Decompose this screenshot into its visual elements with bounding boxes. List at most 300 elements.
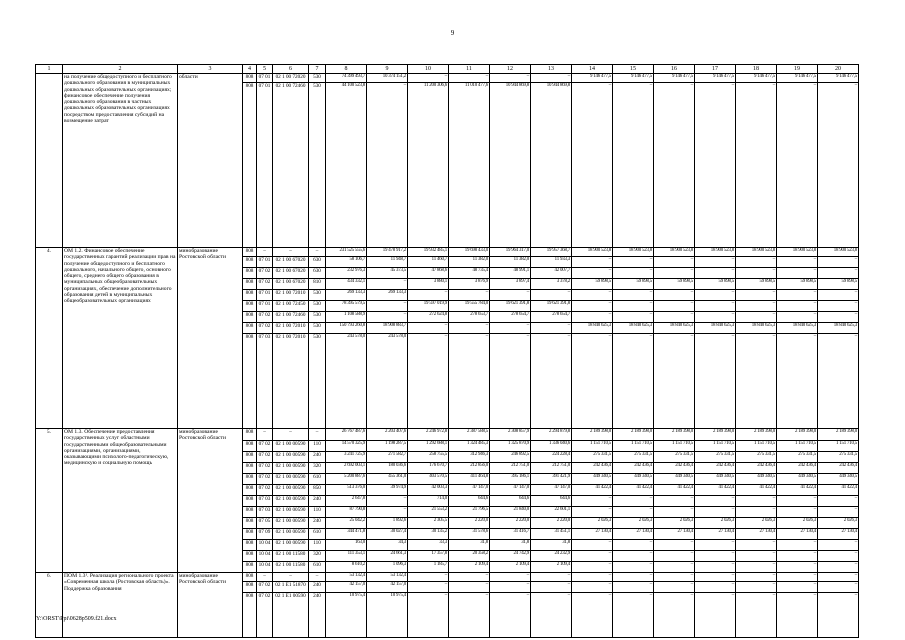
amount-cell: – <box>613 507 654 518</box>
column-number-header: 14 <box>572 65 613 74</box>
amount-cell: – <box>736 562 777 573</box>
amount-cell: – <box>449 582 490 593</box>
code-cell: 02 1 00 00590 <box>273 529 309 540</box>
amount-cell: – <box>736 334 777 429</box>
amount-cell: 449 340,5 <box>818 474 859 485</box>
amount-cell: 31 416,7 <box>490 529 531 540</box>
code-cell: 808 <box>243 573 257 582</box>
code-cell: 02 1 00 00590 <box>273 463 309 474</box>
amount-cell: – <box>531 593 572 638</box>
amount-cell: – <box>818 551 859 562</box>
amount-cell: – <box>777 496 818 507</box>
amount-cell: 39 974,9 <box>367 485 408 496</box>
amount-cell: – <box>695 573 736 582</box>
code-cell: 530 <box>309 290 326 301</box>
table-row <box>36 74 859 83</box>
amount-cell: – <box>613 334 654 429</box>
amount-cell: – <box>777 582 818 593</box>
code-cell: 808 <box>243 301 257 312</box>
amount-cell: – <box>572 257 613 268</box>
amount-cell: 42 157,0 <box>326 582 367 593</box>
amount-cell: – <box>367 279 408 290</box>
code-cell: 530 <box>309 312 326 323</box>
code-cell: 808 <box>243 593 257 638</box>
amount-cell: – <box>736 257 777 268</box>
amount-cell: 644,6 <box>449 496 490 507</box>
amount-cell: 644,6 <box>490 496 531 507</box>
code-cell: 808 <box>243 474 257 485</box>
amount-cell: 212 856,0 <box>449 463 490 474</box>
amount-cell: 24 661,3 <box>367 551 408 562</box>
code-cell: 808 <box>243 312 257 323</box>
amount-cell: 47 868,6 <box>408 268 449 279</box>
amount-cell: 275 331,5 <box>818 452 859 463</box>
code-cell: 808 <box>243 257 257 268</box>
amount-cell: 243 578,0 <box>326 334 367 429</box>
code-cell: 02 1 00 00590 <box>273 485 309 496</box>
amount-cell: 275 331,5 <box>613 452 654 463</box>
amount-cell: 10 374 151,2 <box>367 74 408 83</box>
amount-cell: 231 525 555,6 <box>326 248 367 257</box>
amount-cell: 2 109,4 <box>490 562 531 573</box>
code-cell: 320 <box>309 551 326 562</box>
measure-name: ОМ 1.2. Финансовое обеспечение государственных гарантий реализации прав на получение общедоступного и бесплатного дошкольного, начального общего, основного общего, среднего общего образования в муниципальных общеобразовательных организациях, обеспечение дополнительного образования детей в муниципальных общеобразовательных организациях <box>63 248 178 429</box>
amount-cell: – <box>654 268 695 279</box>
amount-cell: – <box>572 582 613 593</box>
amount-cell: – <box>449 323 490 334</box>
amount-cell: 2 220,0 <box>531 518 572 529</box>
amount-cell: 411 464,8 <box>449 474 490 485</box>
amount-cell: 271 582,7 <box>367 452 408 463</box>
amount-cell: 25 042,2 <box>326 518 367 529</box>
code-cell: 110 <box>309 441 326 452</box>
code-cell: 110 <box>309 507 326 518</box>
amount-cell: – <box>613 257 654 268</box>
column-number-header: 11 <box>449 65 490 74</box>
amount-cell: 31 451,1 <box>531 529 572 540</box>
column-number-header: 10 <box>408 65 449 74</box>
amount-cell: 11 382,0 <box>490 257 531 268</box>
amount-cell: 33,3 <box>408 540 449 551</box>
amount-cell: – <box>695 593 736 638</box>
amount-cell: 10 944 869,8 <box>531 83 572 248</box>
amount-cell: 27 130,4 <box>613 529 654 540</box>
code-cell: 320 <box>309 463 326 474</box>
amount-cell: – <box>572 540 613 551</box>
amount-cell: – <box>572 507 613 518</box>
column-number-header: 19 <box>777 65 818 74</box>
amount-cell: 10 975,4 <box>326 593 367 638</box>
amount-cell: – <box>572 334 613 429</box>
code-cell: 808 <box>243 529 257 540</box>
amount-cell: – <box>736 540 777 551</box>
amount-cell: – <box>572 551 613 562</box>
amount-cell: 41 422,4 <box>695 485 736 496</box>
amount-cell: – <box>777 562 818 573</box>
amount-cell: – <box>818 290 859 301</box>
amount-cell: – <box>777 507 818 518</box>
amount-cell: – <box>654 562 695 573</box>
measure-name: на получение общедоступного и бесплатного дошкольного образования в муниципальных дошкольных образовательных организациях; финансовое обеспечение получения дошкольного образования в частных дошкольных образовательных организациях посредством предоставления субсидий на возмещение затрат <box>63 74 178 248</box>
amount-cell: – <box>818 582 859 593</box>
code-cell: 808 <box>243 582 257 593</box>
amount-cell: 1 336 040,6 <box>531 441 572 452</box>
amount-cell: 212 751,0 <box>490 463 531 474</box>
amount-cell: 27 130,4 <box>818 529 859 540</box>
amount-cell: 31 578,6 <box>449 529 490 540</box>
code-cell: 530 <box>309 323 326 334</box>
code-cell: 07 02 <box>257 452 273 463</box>
amount-cell: 59 898,5 <box>654 279 695 290</box>
row-number: 4. <box>36 248 63 429</box>
amount-cell: 18 900 523,8 <box>572 248 613 257</box>
amount-cell: – <box>695 257 736 268</box>
code-cell: 07 02 <box>257 312 273 323</box>
amount-cell: 78 395 579,5 <box>326 301 367 312</box>
code-cell: 07 03 <box>257 496 273 507</box>
amount-cell: 391 421,9 <box>531 474 572 485</box>
amount-cell: – <box>408 334 449 429</box>
amount-cell: – <box>736 582 777 593</box>
amount-cell: 275 331,5 <box>654 452 695 463</box>
amount-cell: – <box>367 301 408 312</box>
amount-cell: 27 130,4 <box>572 529 613 540</box>
code-cell: 808 <box>243 279 257 290</box>
amount-cell: – <box>695 290 736 301</box>
code-cell: 07 02 <box>257 268 273 279</box>
amount-cell: 19 621 391,8 <box>531 301 572 312</box>
amount-cell: – <box>695 312 736 323</box>
amount-cell: 2 026,3 <box>613 518 654 529</box>
amount-cell: 275 331,5 <box>777 452 818 463</box>
amount-cell: – <box>654 334 695 429</box>
amount-cell: 449 340,5 <box>613 474 654 485</box>
code-cell: 02 1 00 72460 <box>273 312 309 323</box>
amount-cell: 19 698 433,0 <box>449 248 490 257</box>
amount-cell: 22 601,1 <box>531 507 572 518</box>
amount-cell: – <box>818 334 859 429</box>
amount-cell: 42 157,0 <box>367 582 408 593</box>
amount-cell: – <box>613 593 654 638</box>
amount-cell: 2 220,0 <box>449 518 490 529</box>
code-cell: 07 03 <box>257 507 273 518</box>
amount-cell: 2 026,3 <box>818 518 859 529</box>
amount-cell: – <box>818 83 859 248</box>
amount-cell: – <box>572 301 613 312</box>
amount-cell: 2 308 857,9 <box>490 429 531 441</box>
amount-cell: 27 130,4 <box>695 529 736 540</box>
code-cell: 10 04 <box>257 562 273 573</box>
code-cell: 808 <box>243 441 257 452</box>
amount-cell: – <box>818 593 859 638</box>
column-number-header: 18 <box>736 65 777 74</box>
amount-cell: – <box>490 573 531 582</box>
amount-cell: 2 294 879,8 <box>531 429 572 441</box>
executor: области <box>178 74 243 248</box>
code-cell: 07 02 <box>257 593 273 638</box>
amount-cell: 2 109,4 <box>531 562 572 573</box>
amount-cell: – <box>818 257 859 268</box>
column-number-header: 12 <box>490 65 531 74</box>
column-number-header: 3 <box>178 65 243 74</box>
column-number-header: 5 <box>257 65 273 74</box>
code-cell: 808 <box>243 496 257 507</box>
amount-cell: 242 436,4 <box>818 463 859 474</box>
code-cell: 07 01 <box>257 83 273 248</box>
amount-cell: 47 147,0 <box>490 485 531 496</box>
amount-cell: 87 790,8 <box>326 507 367 518</box>
amount-cell: 18 840 625,3 <box>654 323 695 334</box>
amount-cell: 2 305,5 <box>408 518 449 529</box>
amount-cell: – <box>613 83 654 248</box>
amount-cell: 47 147,0 <box>449 485 490 496</box>
amount-cell: – <box>818 268 859 279</box>
amount-cell: 18 840 625,3 <box>818 323 859 334</box>
amount-cell: 11 460,7 <box>408 257 449 268</box>
amount-cell: 1 185,7 <box>408 562 449 573</box>
code-cell: 07 01 <box>257 290 273 301</box>
amount-cell: – <box>818 562 859 573</box>
code-cell: 07 01 <box>257 257 273 268</box>
code-cell: 02 1 00 00590 <box>273 518 309 529</box>
amount-cell: 111 353,1 <box>326 551 367 562</box>
amount-cell: 180 036,6 <box>367 463 408 474</box>
amount-cell: 41 422,4 <box>777 485 818 496</box>
amount-cell: 18 840 625,3 <box>572 323 613 334</box>
amount-cell: – <box>777 551 818 562</box>
amount-cell: 19 621 391,8 <box>490 301 531 312</box>
amount-cell: 11 200 306,6 <box>408 83 449 248</box>
amount-cell: 21 796,5 <box>449 507 490 518</box>
amount-cell: – <box>654 83 695 248</box>
amount-cell: – <box>531 290 572 301</box>
code-cell: 530 <box>309 83 326 248</box>
amount-cell: – <box>695 551 736 562</box>
amount-cell: 31,8 <box>490 540 531 551</box>
amount-cell: 45 373,5 <box>367 268 408 279</box>
amount-cell: 714,0 <box>408 496 449 507</box>
amount-cell: 48 991,1 <box>490 268 531 279</box>
amount-cell: 44 100 523,8 <box>326 83 367 248</box>
code-cell: – <box>257 573 273 582</box>
amount-cell: 48 735,4 <box>449 268 490 279</box>
amount-cell: 59 898,5 <box>777 279 818 290</box>
code-cell: 02 1 E1 51870 <box>273 582 309 593</box>
column-number-header: 6 <box>273 65 309 74</box>
amount-cell: – <box>490 323 531 334</box>
amount-cell: – <box>818 573 859 582</box>
amount-cell: 242 436,4 <box>695 463 736 474</box>
amount-cell: – <box>695 334 736 429</box>
code-cell: 07 02 <box>257 323 273 334</box>
amount-cell: 27 130,4 <box>777 529 818 540</box>
amount-cell: – <box>654 290 695 301</box>
code-cell: 240 <box>309 496 326 507</box>
amount-cell: – <box>613 312 654 323</box>
code-cell: 07 02 <box>257 474 273 485</box>
amount-cell: – <box>367 83 408 248</box>
amount-cell: – <box>449 593 490 638</box>
code-cell: 530 <box>309 334 326 429</box>
measure-name: ОМ 1.3. Обеспечение предоставления государственных услуг областными государственными общеобразовательными организациями, организациями, оказывающими психолого-педагогическую, медицинскую и социальную помощь <box>63 429 178 573</box>
amount-cell: – <box>654 257 695 268</box>
amount-cell: 1 151 710,5 <box>572 441 613 452</box>
amount-cell: 269 133,3 <box>326 290 367 301</box>
code-cell: 10 04 <box>257 540 273 551</box>
code-cell: 07 01 <box>257 301 273 312</box>
amount-cell: 21 553,2 <box>408 507 449 518</box>
column-number-header: 9 <box>367 65 408 74</box>
amount-cell: 1 096,3 <box>367 562 408 573</box>
amount-cell: – <box>531 323 572 334</box>
amount-cell: 644,6 <box>531 496 572 507</box>
amount-cell: – <box>613 573 654 582</box>
amount-cell: 24 742,9 <box>490 551 531 562</box>
code-cell: 808 <box>243 334 257 429</box>
code-cell: 808 <box>243 452 257 463</box>
amount-cell: 9 146 477,5 <box>654 74 695 83</box>
column-number-header: 20 <box>818 65 859 74</box>
executor: минобразование Ростовской области <box>178 248 243 429</box>
amount-cell: – <box>367 507 408 518</box>
amount-cell: 2 189 398,0 <box>695 429 736 441</box>
code-cell: 02 1 00 00590 <box>273 441 309 452</box>
amount-cell: 3 876,9 <box>449 279 490 290</box>
amount-cell: 278 653,7 <box>449 312 490 323</box>
amount-cell: – <box>736 551 777 562</box>
amount-cell: 41 422,4 <box>572 485 613 496</box>
code-cell: 02 1 E1 00590 <box>273 593 309 638</box>
code-cell: 810 <box>309 279 326 290</box>
code-cell: – <box>309 429 326 441</box>
code-cell: 530 <box>309 301 326 312</box>
code-cell: 240 <box>309 593 326 638</box>
amount-cell: – <box>531 573 572 582</box>
amount-cell: 449 340,5 <box>654 474 695 485</box>
amount-cell: – <box>777 257 818 268</box>
code-cell: 530 <box>309 74 326 83</box>
table-row <box>36 429 859 441</box>
code-cell: 02 1 00 72010 <box>273 290 309 301</box>
amount-cell: 18 900 523,8 <box>613 248 654 257</box>
code-cell: 808 <box>243 518 257 529</box>
code-cell: 610 <box>309 529 326 540</box>
code-cell: 808 <box>243 74 257 83</box>
amount-cell: – <box>777 268 818 279</box>
amount-cell: – <box>572 290 613 301</box>
amount-cell: – <box>695 301 736 312</box>
amount-cell: 449 340,5 <box>777 474 818 485</box>
amount-cell: 9 146 477,5 <box>818 74 859 83</box>
amount-cell: – <box>408 74 449 83</box>
amount-cell: 34,3 <box>367 540 408 551</box>
amount-cell: 455 361,0 <box>367 474 408 485</box>
amount-cell: 513 376,0 <box>326 485 367 496</box>
amount-cell: 395 186,1 <box>490 474 531 485</box>
amount-cell: – <box>367 312 408 323</box>
amount-cell: – <box>695 83 736 248</box>
amount-cell: – <box>654 582 695 593</box>
amount-cell: 10 975,4 <box>367 593 408 638</box>
amount-cell: 41 422,4 <box>654 485 695 496</box>
amount-cell: – <box>695 507 736 518</box>
amount-cell: 3 880,1 <box>408 279 449 290</box>
code-cell: 02 1 00 11580 <box>273 562 309 573</box>
code-cell: 07 09 <box>257 529 273 540</box>
amount-cell: 2 220,0 <box>490 518 531 529</box>
amount-cell: – <box>736 593 777 638</box>
amount-cell: – <box>695 562 736 573</box>
amount-cell: 30 027,4 <box>367 529 408 540</box>
code-cell: 110 <box>309 540 326 551</box>
amount-cell: 1 151 710,5 <box>818 441 859 452</box>
amount-cell: 2 203 407,6 <box>367 429 408 441</box>
amount-cell: 242 436,4 <box>777 463 818 474</box>
amount-cell: 42 007,7 <box>531 268 572 279</box>
amount-cell: – <box>695 268 736 279</box>
amount-cell: 19 478 917,2 <box>367 248 408 257</box>
column-number-header: 15 <box>613 65 654 74</box>
amount-cell: 403 570,5 <box>408 474 449 485</box>
amount-cell: 275 331,5 <box>736 452 777 463</box>
code-cell: 808 <box>243 551 257 562</box>
amount-cell: – <box>818 312 859 323</box>
code-cell: 240 <box>309 518 326 529</box>
code-cell: 02 1 00 67020 <box>273 279 309 290</box>
amount-cell: – <box>572 312 613 323</box>
amount-cell: – <box>490 593 531 638</box>
amount-cell: 1 325 870,9 <box>490 441 531 452</box>
code-cell: – <box>273 248 309 257</box>
amount-cell: – <box>654 301 695 312</box>
amount-cell: – <box>613 290 654 301</box>
amount-cell: 31,8 <box>531 540 572 551</box>
amount-cell: 41 422,4 <box>613 485 654 496</box>
amount-cell: 59 898,5 <box>572 279 613 290</box>
column-number-header: 8 <box>326 65 367 74</box>
amount-cell: – <box>613 301 654 312</box>
amount-cell: 5 200 887,6 <box>326 474 367 485</box>
amount-cell: – <box>777 334 818 429</box>
code-cell: 07 05 <box>257 518 273 529</box>
amount-cell: – <box>654 593 695 638</box>
amount-cell: 212 751,0 <box>531 463 572 474</box>
amount-cell: 31,8 <box>449 540 490 551</box>
code-cell: 07 01 <box>257 74 273 83</box>
code-cell: 02 1 00 72010 <box>273 334 309 429</box>
amount-cell: – <box>572 83 613 248</box>
amount-cell: – <box>613 551 654 562</box>
code-cell: 02 1 00 11580 <box>273 551 309 562</box>
amount-cell: – <box>818 507 859 518</box>
code-cell: 02 1 00 72450 <box>273 301 309 312</box>
table-row <box>36 573 859 582</box>
amount-cell: 243 578,0 <box>367 334 408 429</box>
amount-cell: – <box>613 540 654 551</box>
code-cell: 02 1 00 00590 <box>273 474 309 485</box>
amount-cell: 2 026,3 <box>695 518 736 529</box>
amount-cell: 18 900 523,8 <box>736 248 777 257</box>
amount-cell: 9 146 477,5 <box>613 74 654 83</box>
amount-cell: 2 387 588,5 <box>449 429 490 441</box>
amount-cell: – <box>695 496 736 507</box>
amount-cell: 18 900 523,8 <box>695 248 736 257</box>
amount-cell: 2 026,3 <box>777 518 818 529</box>
amount-cell: – <box>572 593 613 638</box>
amount-cell: 2 189 398,0 <box>572 429 613 441</box>
amount-cell: 9 146 477,5 <box>572 74 613 83</box>
amount-cell: 272 624,8 <box>408 312 449 323</box>
